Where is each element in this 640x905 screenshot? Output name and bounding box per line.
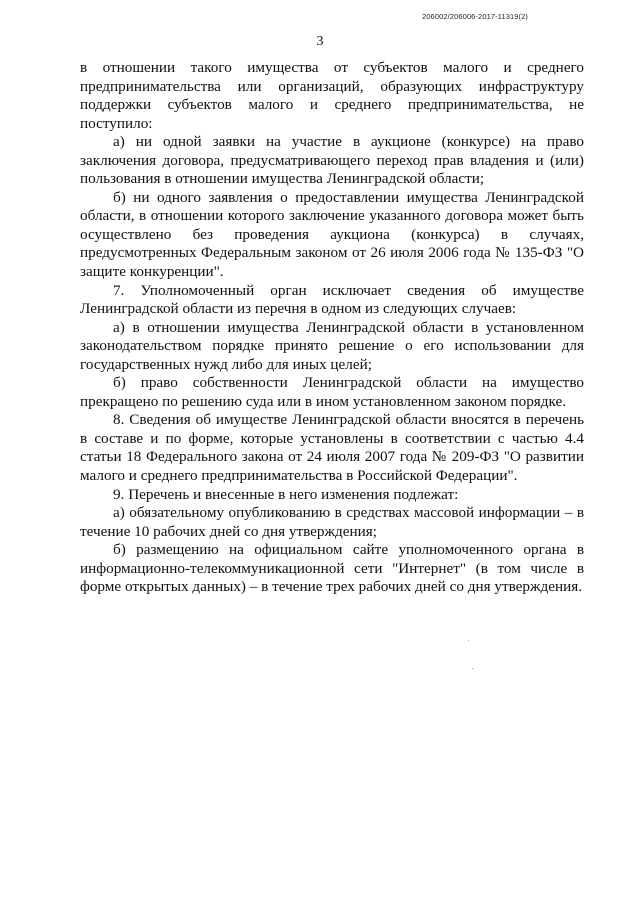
- paragraph-continuation: в отношении такого имущества от субъектов малого и среднего предпринимательства или организаций, образующих инфраструктуру поддержки субъектов малого и среднего предпринимательства, не поступило:: [80, 59, 584, 132]
- document-id: 206002/206006-2017-11319(2): [422, 12, 528, 21]
- paragraph-6b: б) ни одного заявления о предоставлении имущества Ленинградской области, в отношении которого заключение указанного договора может быть осуществлено без проведения аукциона (конкурса) в случаях, предусмотренных Федеральным законом от 26 июля 2006 года № 135-ФЗ "О защите конкуренции".: [80, 188, 584, 281]
- page-number: 3: [316, 34, 324, 49]
- paragraph-7: 7. Уполномоченный орган исключает сведения об имуществе Ленинградской области из перечня в одном из следующих случаев:: [80, 281, 584, 318]
- paragraph-7a: а) в отношении имущества Ленинградской области в установленном законодательством порядке принято решение о его использовании для государственных нужд либо для иных целей;: [80, 318, 584, 373]
- paragraph-7b: б) право собственности Ленинградской области на имущество прекращено по решению суда или в ином установленном законом порядке.: [80, 374, 584, 410]
- document-body: [80, 59, 584, 597]
- scan-speck: [472, 668, 473, 669]
- paragraph-6a: а) ни одной заявки на участие в аукционе (конкурсе) на право заключения договора, предусматривающего переход прав владения и (или) пользования в отношении имущества Ленинградской области;: [80, 133, 584, 188]
- paragraph-9a: а) обязательному опубликованию в средствах массовой информации – в течение 10 рабочих дней со дня утверждения;: [80, 504, 584, 540]
- paragraph-9: 9. Перечень и внесенные в него изменения подлежат:: [113, 485, 459, 503]
- paragraph-9b: б) размещению на официальном сайте уполномоченного органа в информационно-телекоммуникационной сети "Интернет" (в том числе в форме открытых данных) – в течение трех рабочих дней со дня утверждения.: [80, 541, 584, 596]
- paragraph-8: 8. Сведения об имуществе Ленинградской области вносятся в перечень в составе и по форме, которые установлены в соответствии с частью 4.4 статьи 18 Федерального закона от 24 июля 2007 года № 209-ФЗ "О развитии малого и среднего предпринимательства в Российской Федерации".: [80, 411, 584, 485]
- scan-speck: [468, 640, 469, 641]
